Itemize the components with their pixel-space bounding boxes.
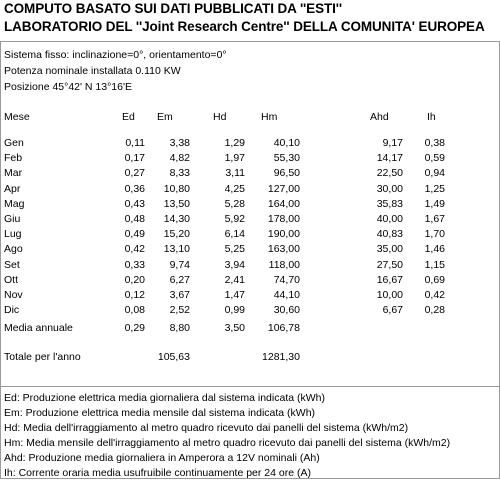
cell-em-apr: 10,80 xyxy=(163,183,190,195)
cell-ih-dic: 0,28 xyxy=(424,304,445,316)
grid-line-left xyxy=(0,41,1,479)
cell-ih-ott: 0,69 xyxy=(424,274,445,286)
cell-ih-feb: 0,59 xyxy=(424,152,445,164)
column-header-em: Em xyxy=(157,111,173,123)
legend-line-2: Em: Produzione elettrica media mensile dal sistema indicata (kWh) xyxy=(4,407,316,419)
cell-ahd-apr: 30,00 xyxy=(376,183,403,195)
totale-label: Totale per l'anno xyxy=(4,351,81,363)
legend-line-1: Ed: Produzione elettrica media giornaliera dal sistema indicata (kWh) xyxy=(4,392,325,404)
cell-hm-feb: 55,30 xyxy=(273,152,300,164)
cell-ahd-gen: 9,17 xyxy=(382,137,403,149)
grid-line-top xyxy=(0,41,500,42)
cell-em-ott: 6,27 xyxy=(169,274,190,286)
column-header-ih: Ih xyxy=(427,111,436,123)
cell-ahd-feb: 14,17 xyxy=(376,152,403,164)
cell-em-ago: 13,10 xyxy=(163,243,190,255)
cell-ed-set: 0,33 xyxy=(124,259,145,271)
cell-ed-feb: 0,17 xyxy=(124,152,145,164)
title-line-1: COMPUTO BASATO SUI DATI PUBBLICATI DA ''ESTI'' xyxy=(4,1,342,16)
cell-ih-set: 1,15 xyxy=(424,259,445,271)
info-line-3: Posizione 45°42' N 13°16'E xyxy=(4,81,132,93)
cell-hd-giu: 5,92 xyxy=(224,213,245,225)
row-month-apr: Apr xyxy=(4,183,21,195)
cell-hd-dic: 0,99 xyxy=(224,304,245,316)
cell-em-giu: 14,30 xyxy=(163,213,190,225)
grid-line-legend xyxy=(0,386,500,387)
cell-ih-ago: 1,46 xyxy=(424,243,445,255)
cell-hd-ago: 5,25 xyxy=(224,243,245,255)
media-annuale-em: 8,80 xyxy=(169,322,190,334)
row-month-gen: Gen xyxy=(4,137,24,149)
row-month-ott: Ott xyxy=(4,274,19,286)
legend-line-5: Ahd: Produzione media giornaliera in Amperora a 12V nominali (Ah) xyxy=(4,452,320,464)
cell-hd-mag: 5,28 xyxy=(224,198,245,210)
cell-em-mar: 8,33 xyxy=(169,167,190,179)
cell-em-gen: 3,38 xyxy=(169,137,190,149)
row-month-giu: Giu xyxy=(4,213,21,225)
cell-hd-ott: 2,41 xyxy=(224,274,245,286)
cell-hd-gen: 1,29 xyxy=(224,137,245,149)
cell-hd-nov: 1,47 xyxy=(224,289,245,301)
cell-hm-apr: 127,00 xyxy=(267,183,300,195)
cell-ed-dic: 0,08 xyxy=(124,304,145,316)
cell-ahd-nov: 10,00 xyxy=(376,289,403,301)
cell-hm-ott: 74,70 xyxy=(273,274,300,286)
cell-hd-set: 3,94 xyxy=(224,259,245,271)
column-header-mese: Mese xyxy=(4,111,30,123)
cell-ahd-ago: 35,00 xyxy=(376,243,403,255)
cell-hm-set: 118,00 xyxy=(268,259,300,271)
row-month-mag: Mag xyxy=(4,198,25,210)
cell-ed-lug: 0,49 xyxy=(124,228,145,240)
cell-ahd-mar: 22,50 xyxy=(376,167,403,179)
cell-em-lug: 15,20 xyxy=(163,228,190,240)
cell-ih-lug: 1,70 xyxy=(424,228,445,240)
cell-ed-ott: 0,20 xyxy=(124,274,145,286)
cell-ih-apr: 1,25 xyxy=(424,183,445,195)
info-line-1: Sistema fisso: inclinazione=0°, orientamento=0° xyxy=(4,49,227,61)
cell-hm-dic: 30,60 xyxy=(273,304,300,316)
row-month-feb: Feb xyxy=(4,152,23,164)
cell-ih-nov: 0,42 xyxy=(424,289,445,301)
cell-ed-mar: 0,27 xyxy=(124,167,145,179)
cell-hm-lug: 190,00 xyxy=(267,228,300,240)
column-header-hd: Hd xyxy=(213,111,227,123)
row-month-set: Set xyxy=(4,259,20,271)
row-month-lug: Lug xyxy=(4,228,22,240)
row-month-dic: Dic xyxy=(4,304,20,316)
cell-ed-gen: 0,11 xyxy=(125,137,145,149)
info-line-2: Potenza nominale installata 0.110 KW xyxy=(4,65,181,77)
cell-ahd-dic: 6,67 xyxy=(382,304,403,316)
media-annuale-hm: 106,78 xyxy=(267,322,300,334)
totale-em: 105,63 xyxy=(157,351,190,363)
cell-hd-apr: 4,25 xyxy=(224,183,245,195)
cell-hm-mag: 164,00 xyxy=(267,198,300,210)
cell-ed-apr: 0,36 xyxy=(124,183,145,195)
cell-em-nov: 3,67 xyxy=(169,289,190,301)
cell-ed-giu: 0,48 xyxy=(124,213,145,225)
cell-ahd-set: 27,50 xyxy=(376,259,403,271)
column-header-hm: Hm xyxy=(261,111,278,123)
totale-hm: 1281,30 xyxy=(262,351,300,363)
cell-hd-mar: 3,11 xyxy=(225,167,245,179)
legend-line-3: Hd: Media dell'irraggiamento al metro quadro ricevuto dai panelli del sistema (kWh/m2) xyxy=(4,422,409,434)
row-month-ago: Ago xyxy=(4,243,23,255)
cell-hd-lug: 6,14 xyxy=(224,228,245,240)
cell-em-feb: 4,82 xyxy=(169,152,190,164)
column-header-ed: Ed xyxy=(122,111,135,123)
column-header-ahd: Ahd xyxy=(370,111,389,123)
cell-ahd-ott: 16,67 xyxy=(376,274,403,286)
media-annuale-label: Media annuale xyxy=(4,322,73,334)
cell-ih-mar: 0,94 xyxy=(424,167,445,179)
title-line-2: LABORATORIO DEL ''Joint Research Centre'' DELLA COMUNITA' EUROPEA xyxy=(4,19,485,34)
row-month-mar: Mar xyxy=(4,167,23,179)
cell-ed-nov: 0,12 xyxy=(124,289,145,301)
cell-ih-giu: 1,67 xyxy=(424,213,445,225)
media-annuale-hd: 3,50 xyxy=(224,322,245,334)
cell-ahd-mag: 35,83 xyxy=(376,198,403,210)
cell-ed-ago: 0,42 xyxy=(124,243,145,255)
cell-hd-feb: 1,97 xyxy=(224,152,245,164)
cell-hm-nov: 44,10 xyxy=(273,289,300,301)
cell-ih-mag: 1,49 xyxy=(424,198,445,210)
cell-hm-giu: 178,00 xyxy=(267,213,300,225)
cell-ahd-lug: 40,83 xyxy=(376,228,403,240)
legend-line-4: Hm: Media mensile dell'irraggiamento al metro quadro ricevuto dai panelli del sistema (kWh/m2) xyxy=(4,437,451,449)
legend-line-6: Ih: Corrente oraria media usufruibile continuamente per 24 ore (A) xyxy=(4,467,311,479)
cell-em-mag: 13,50 xyxy=(163,198,190,210)
cell-ed-mag: 0,43 xyxy=(124,198,145,210)
cell-hm-gen: 40,10 xyxy=(273,137,300,149)
cell-ih-gen: 0,38 xyxy=(424,137,445,149)
media-annuale-ed: 0,29 xyxy=(124,322,145,334)
cell-em-set: 9,74 xyxy=(169,259,190,271)
cell-ahd-giu: 40,00 xyxy=(376,213,403,225)
row-month-nov: Nov xyxy=(4,289,23,301)
cell-hm-mar: 96,50 xyxy=(273,167,300,179)
cell-em-dic: 2,52 xyxy=(169,304,190,316)
cell-hm-ago: 163,00 xyxy=(267,243,300,255)
